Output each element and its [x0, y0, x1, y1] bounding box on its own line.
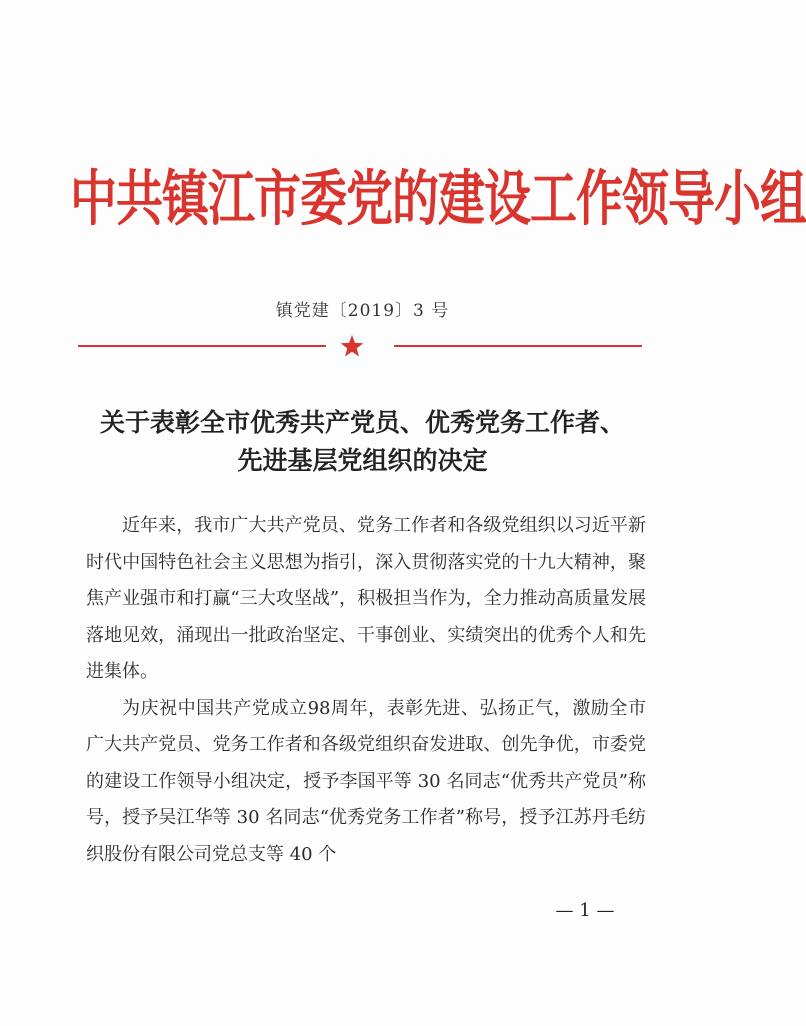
separator-line-right — [394, 345, 642, 347]
separator-line-left — [78, 345, 326, 347]
document-body — [86, 508, 646, 873]
document-title — [70, 404, 655, 480]
red-separator — [78, 334, 642, 358]
title-line-1: 关于表彰全市优秀共产党员、优秀党务工作者、 — [99, 408, 625, 437]
issuing-organization-header: 中共镇江市委党的建设工作领导小组 — [70, 164, 806, 235]
document-number: 镇党建〔2019〕3 号 — [275, 301, 450, 321]
body-paragraph-2: 为庆祝中国共产党成立98周年，表彰先进、弘扬正气，激励全市广大共产党员、党务工作者和各级党组织奋发进取、创先争优，市委党的建设工作领导小组决定，授予李国平等 30 名同志“优秀共产党员”称号，授予吴江华等 30 名同志“优秀党务工作者”称号，授予江苏丹毛纺织股份有限公司党总支等 40 个 — [86, 697, 646, 865]
red-star-icon — [340, 334, 364, 358]
body-paragraph-1: 近年来，我市广大共产党员、党务工作者和各级党组织以习近平新时代中国特色社会主义思想为指引，深入贯彻落实党的十九大精神，聚焦产业强市和打赢“三大攻坚战”，积极担当作为，全力推动高质量发展落地见效，涌现出一批政治坚定、干事创业、实绩突出的优秀个人和先进集体。 — [86, 515, 646, 682]
title-line-2: 先进基层党组织的决定 — [237, 446, 488, 475]
page-number: — 1 — — [555, 900, 615, 921]
